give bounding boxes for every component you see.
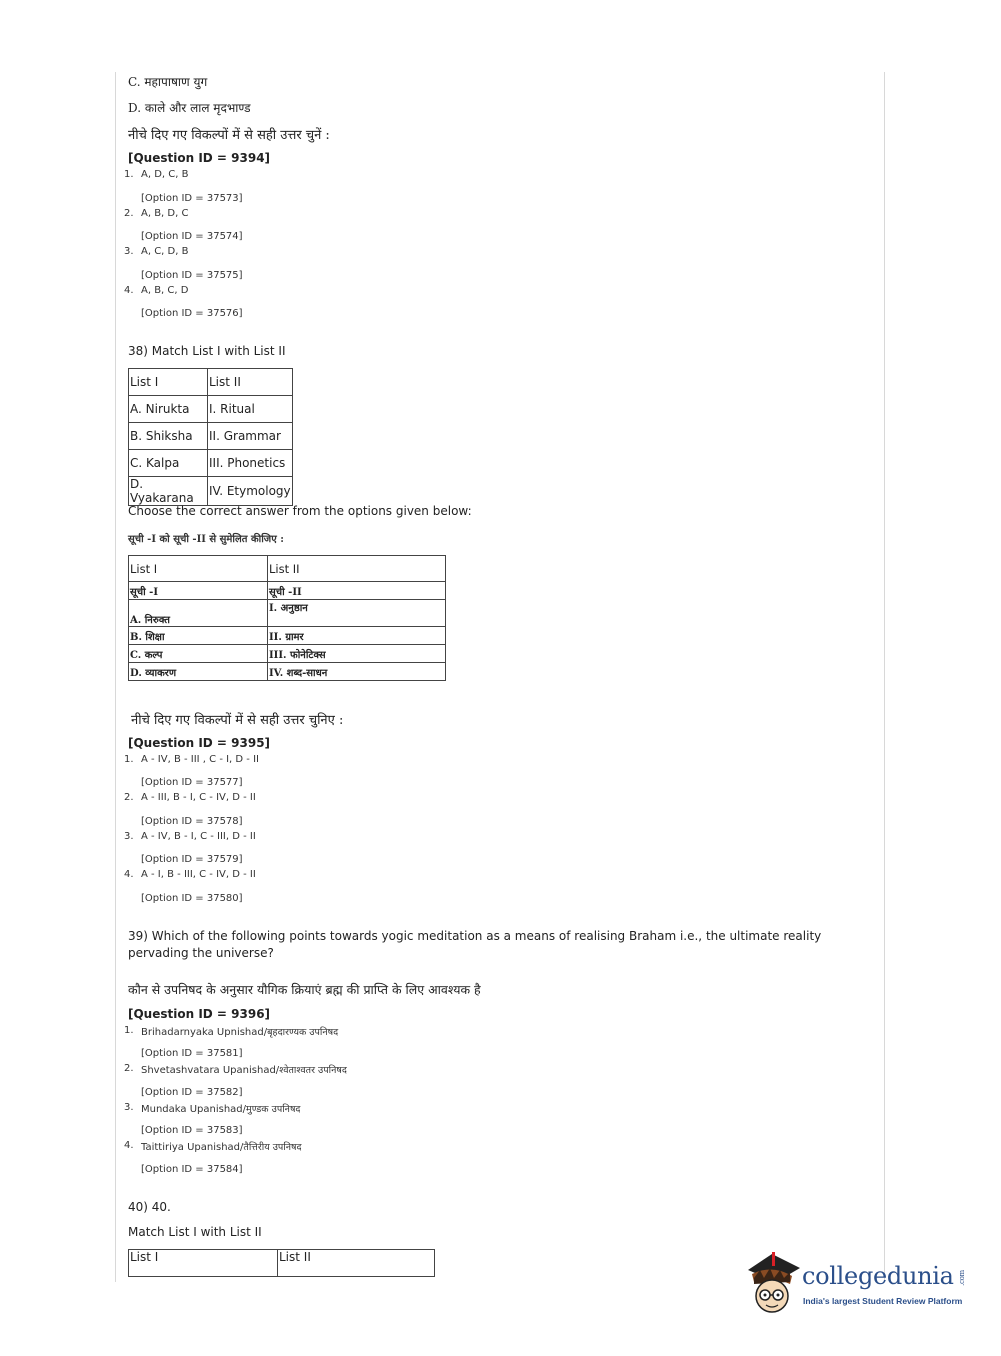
option-text[interactable]: A, B, C, D	[141, 285, 189, 296]
table-cell: List II	[278, 1250, 435, 1277]
option-number: 4.	[124, 869, 134, 880]
option-id: [Option ID = 37580]	[141, 893, 243, 904]
page-border-left	[115, 72, 116, 1282]
table-cell: List II	[268, 556, 446, 582]
table-cell: II. ग्रामर	[268, 627, 446, 645]
option-id: [Option ID = 37574]	[141, 231, 243, 242]
logo-brand: collegedunia	[802, 1262, 954, 1290]
option-number: 2.	[124, 792, 134, 803]
option-id: [Option ID = 37578]	[141, 816, 243, 827]
option-id: [Option ID = 37584]	[141, 1164, 243, 1175]
option-number: 4.	[124, 1140, 134, 1151]
question-title: 38) Match List I with List II	[128, 344, 286, 358]
option-id: [Option ID = 37575]	[141, 270, 243, 281]
match-prompt: Match List I with List II	[128, 1225, 262, 1239]
option-text[interactable]: A - III, B - I, C - IV, D - II	[141, 792, 256, 803]
question-id: [Question ID = 9396]	[128, 1007, 271, 1021]
option-number: 1.	[124, 754, 134, 765]
option-label-hindi: बृहदारण्यक उपनिषद	[267, 1027, 339, 1038]
table-cell: III. Phonetics	[208, 450, 293, 477]
table-cell: I. Ritual	[208, 396, 293, 423]
page-border-right	[884, 72, 885, 1282]
option-text[interactable]	[141, 1140, 302, 1153]
mascot-icon	[742, 1248, 804, 1316]
option-label-hindi: श्वेताश्वतर उपनिषद	[279, 1065, 347, 1076]
option-id: [Option ID = 37581]	[141, 1048, 243, 1059]
option-number: 2.	[124, 208, 134, 219]
question-title-cont: pervading the universe?	[128, 946, 274, 960]
choose-prompt-hindi: नीचे दिए गए विकल्पों में से सही उत्तर चुनें :	[128, 128, 330, 143]
option-label-hindi: तैत्तिरीय उपनिषद	[243, 1142, 302, 1153]
option-number: 3.	[124, 831, 134, 842]
table-cell: सूची -II	[268, 582, 446, 600]
option-text[interactable]: A, C, D, B	[141, 246, 189, 257]
question-hindi: कौन से उपनिषद के अनुसार यौगिक क्रियाएं ब्रह्म की प्राप्ति के लिए आवश्यक है	[128, 982, 481, 997]
option-label: Taittiriya Upanishad/	[141, 1142, 244, 1153]
option-label: Mundaka Upanishad/	[141, 1104, 247, 1115]
option-number: 3.	[124, 1102, 134, 1113]
option-number: 4.	[124, 285, 134, 296]
option-id: [Option ID = 37573]	[141, 193, 243, 204]
option-label-hindi: मुण्डक उपनिषद	[246, 1104, 301, 1115]
logo-dotcom: .com	[957, 1269, 966, 1286]
table-cell: D. Vyakarana	[129, 477, 208, 506]
table-cell: D. व्याकरण	[129, 663, 268, 681]
table-cell: B. Shiksha	[129, 423, 208, 450]
option-id: [Option ID = 37579]	[141, 854, 243, 865]
match-table-header	[128, 1249, 435, 1277]
table-cell: सूची -I	[129, 582, 268, 600]
option-text[interactable]: A - IV, B - I, C - III, D - II	[141, 831, 256, 842]
table-cell: II. Grammar	[208, 423, 293, 450]
table-cell: A. निरुक्त	[129, 600, 268, 627]
option-text[interactable]: A - I, B - III, C - IV, D - II	[141, 869, 256, 880]
option-number: 2.	[124, 1063, 134, 1074]
question-title: 39) Which of the following points towards yogic meditation as a means of realising Braham i.e., the ultimate reality	[128, 929, 822, 943]
option-text[interactable]	[141, 1025, 338, 1038]
table-cell: A. Nirukta	[129, 396, 208, 423]
match-table-english	[128, 368, 293, 506]
option-text[interactable]: A, B, D, C	[141, 208, 189, 219]
match-prompt-hindi: सूची -I को सूची -II से सुमेलित कीजिए :	[128, 534, 284, 545]
table-cell: III. फोनेटिक्स	[268, 645, 446, 663]
logo-wordmark	[802, 1262, 970, 1290]
table-cell: I. अनुष्ठान	[268, 600, 446, 627]
table-cell: List II	[208, 369, 293, 396]
table-cell: B. शिक्षा	[129, 627, 268, 645]
option-id: [Option ID = 37583]	[141, 1125, 243, 1136]
option-number: 1.	[124, 169, 134, 180]
table-cell: List I	[129, 1250, 278, 1277]
option-id: [Option ID = 37577]	[141, 777, 243, 788]
option-id: [Option ID = 37582]	[141, 1087, 243, 1098]
table-cell: List I	[129, 556, 268, 582]
question-id: [Question ID = 9395]	[128, 736, 271, 750]
table-cell: C. कल्प	[129, 645, 268, 663]
table-cell: List I	[129, 369, 208, 396]
option-label: Shvetashvatara Upanishad/	[141, 1065, 280, 1076]
match-table-hindi	[128, 555, 446, 681]
option-number: 1.	[124, 1025, 134, 1036]
option-d-line: D. काले और लाल मृदभाण्ड	[128, 101, 251, 115]
option-id: [Option ID = 37576]	[141, 308, 243, 319]
choose-prompt: Choose the correct answer from the options given below:	[128, 504, 472, 518]
table-cell: C. Kalpa	[129, 450, 208, 477]
table-cell: IV. शब्द-साधन	[268, 663, 446, 681]
option-label: Brihadarnyaka Upnishad/	[141, 1027, 268, 1038]
option-text[interactable]: A - IV, B - III , C - I, D - II	[141, 754, 259, 765]
table-cell: IV. Etymology	[208, 477, 293, 506]
option-text[interactable]	[141, 1063, 347, 1076]
collegedunia-logo[interactable]	[742, 1248, 972, 1318]
choose-prompt-hindi: नीचे दिए गए विकल्पों में से सही उत्तर चुनिए :	[131, 713, 344, 728]
option-text[interactable]: A, D, C, B	[141, 169, 189, 180]
option-c-line: C. महापाषाण युग	[128, 75, 208, 89]
question-id: [Question ID = 9394]	[128, 151, 271, 165]
logo-tagline: India's largest Student Review Platform	[803, 1296, 963, 1306]
option-text[interactable]	[141, 1102, 300, 1115]
option-number: 3.	[124, 246, 134, 257]
question-title: 40) 40.	[128, 1200, 171, 1214]
